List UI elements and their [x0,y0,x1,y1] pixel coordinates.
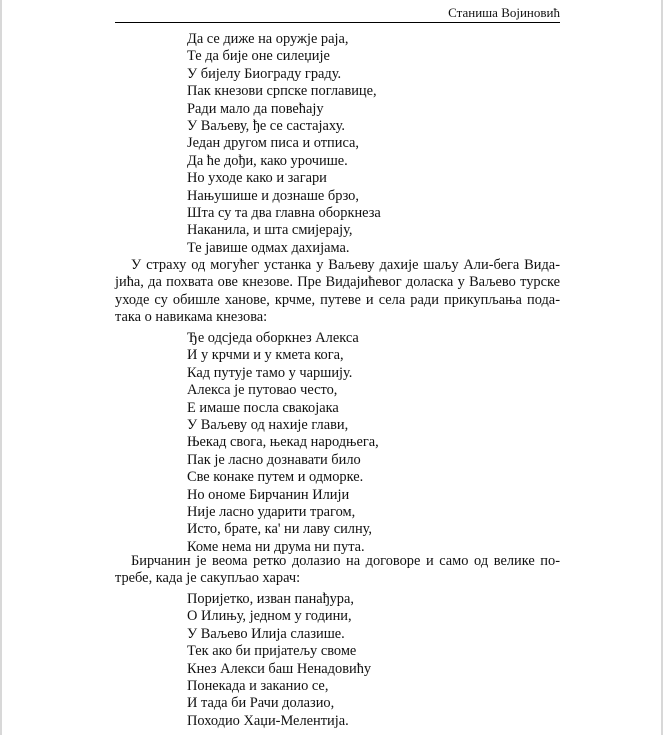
verse-line: И у крчми и у кмета кога, [187,347,344,364]
verse-line: Те јавише одмах дахијама. [187,239,350,256]
verse-line: Све конаке путем и одморке. [187,469,364,486]
verse-line: Није ласно ударити трагом, [187,504,356,521]
verse-line: Коме нема ни друма ни пута. [187,538,365,555]
verse-line: Један другом писа и отписа, [187,135,359,152]
verse-line: Поријетко, изван панађура, [187,591,354,607]
verse-line: Њекад свога, њекад народњега, [187,434,379,451]
verse-block-2 [187,330,379,556]
verse-line: Кнез Алекси баш Ненадовићу [187,660,372,677]
running-header: Станиша Војиновић [115,4,560,23]
verse-line: Нањушише и дознаше брзо, [187,187,359,204]
verse-line: У бијелу Биограду граду. [187,65,342,82]
verse-line: Ђе одсједа оборкнез Алекса [187,330,359,346]
verse-line: Но ономе Бирчанин Илији [187,486,350,503]
verse-line: Пак је ласно дознавати било [187,451,361,468]
verse-line: У Ваљево Илија слазише. [187,625,345,642]
verse-line: Е имаше посла свакојака [187,399,339,416]
verse-line: Тек ако би пријатељу своме [187,643,357,660]
verse-line: Понекада и заканио се, [187,678,329,695]
verse-line: Кад путује тамо у чаршију. [187,364,353,381]
verse-line: Наканила, и шта смијерају, [187,222,353,239]
verse-line: И тада би Рачи долазио, [187,695,335,712]
verse-line: Шта су та два главна оборкнеза [187,205,381,222]
verse-line: Но уходе како и загари [187,170,327,187]
verse-line: О Илињу, једном у години, [187,608,352,625]
body-paragraph-1: У страху од могућег устанка у Ваљеву дахије шаљу Али-бега Вида-јића, да похвата ове кнезове. Пре Видајићевог доласка у Ваљево турске уходе су обишле ханове, крчме, путеве и села ради прикупљања пода-така о навикама кнезова: [115,257,560,326]
verse-line: Исто, брате, ка' ни лаву силну, [187,521,373,538]
verse-line: Да се диже на оружје раја, [187,31,349,47]
verse-block-3 [187,591,371,730]
verse-line: Алекса је путовао често, [187,382,338,399]
verse-line: Те да бије оне силеџије [187,48,330,65]
verse-line: У Ваљеву од нахије глави, [187,417,349,434]
body-paragraph-2: Бирчанин је веома ретко долазио на договоре и само од велике по-требе, када је сакупљао харач: [115,553,560,587]
verse-line: Пак кнезови српске поглавице, [187,83,377,100]
verse-line: Походио Хаџи-Мелентија. [187,712,349,729]
page-left-edge [0,0,2,735]
verse-line: Да ће дођи, како урочише. [187,152,348,169]
verse-line: У Ваљеву, ђе се састајаху. [187,118,345,135]
verse-block-1 [187,31,381,257]
verse-line: Ради мало да повећају [187,100,324,117]
